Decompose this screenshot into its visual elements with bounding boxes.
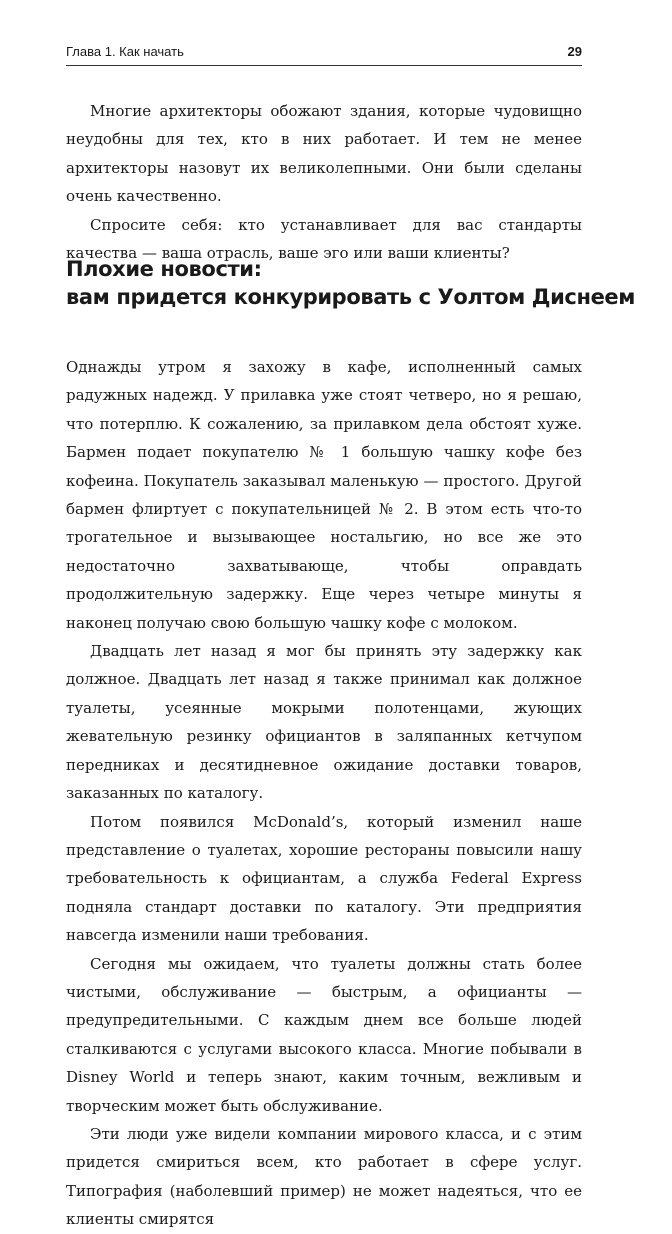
paragraph: Эти люди уже видели компании мирового класса, и с этим придется смириться всем, кто работает в сфере услуг. Типография (наболевший пример) не может надеяться, что ее клиенты смирятся <box>66 1124 582 1229</box>
running-title: Глава 1. Как начать <box>66 44 184 59</box>
section-text <box>66 353 582 1234</box>
page-number: 29 <box>567 44 582 59</box>
paragraph: Потом появился McDonald’s, который изменил наше представление о туалетах, хорошие рестораны повысили нашу требовательность к официантам, а служба Federal Express подняла стандарт доставки по каталогу. Эти предприятия навсегда изменили наши требования. <box>66 812 582 945</box>
paragraph: Спросите себя: кто устанавливает для вас стандарты качества — ваша отрасль, ваше эго или ваши клиенты? <box>66 215 582 263</box>
section-heading <box>66 255 636 311</box>
paragraph: Однажды утром я захожу в кафе, исполненный самых радужных надежд. У прилавка уже стоят четверо, но я решаю, что потерплю. К сожалению, за прилавком дела обстоят хуже. Бармен подает покупателю № 1 большую чашку кофе без кофеина. Покупатель заказывал маленькую — простого. Другой бармен флиртует с покупательницей № 2. В этом есть что-то трогательное и вызывающее ностальгию, но все же это недостаточно захватывающе, чтобы оправдать продолжительную задержку. Еще через четыре минуты я наконец получаю свою большую чашку кофе с молоком. <box>66 358 582 632</box>
heading-line: Плохие новости: <box>66 257 262 281</box>
running-header <box>66 44 582 59</box>
intro-text <box>66 97 582 267</box>
paragraph: Двадцать лет назад я мог бы принять эту задержку как должное. Двадцать лет назад я также принимал как должное туалеты, усеянные мокрыми полотенцами, жующих жевательную резинку официантов в заляпанных кетчупом передниках и десятидневное ожидание доставки товаров, заказанных по каталогу. <box>66 642 582 803</box>
paragraph: Многие архитекторы обожают здания, которые чудовищно неудобны для тех, кто в них работает. И тем не менее архитекторы назовут их великолепными. Они были сделаны очень качественно. <box>66 102 582 206</box>
paragraph: Сегодня мы ожидаем, что туалеты должны стать более чистыми, обслуживание — быстрым, а официанты — предупредительными. С каждым днем все больше людей сталкиваются с услугами высокого класса. Многие побывали в Disney World и теперь знают, каким точным, вежливым и творческим может быть обслуживание. <box>66 954 582 1115</box>
header-rule <box>66 65 582 66</box>
heading-line: вам придется конкурировать с Уолтом Диснеем <box>66 285 636 309</box>
